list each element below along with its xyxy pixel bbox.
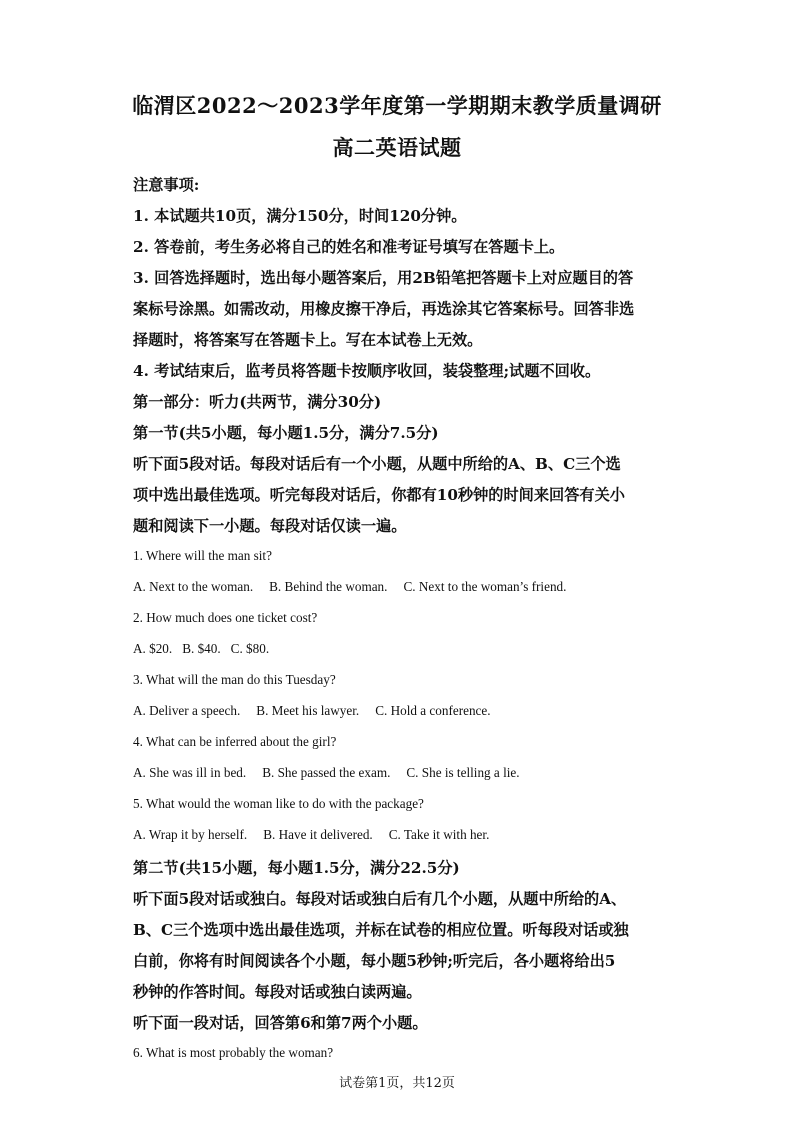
exam-subtitle: 高二英语试题	[332, 135, 462, 160]
notice-item: 3. 回答选择题时，选出每小题答案后，用2B铅笔把答题卡上对应题目的答	[133, 269, 634, 287]
option-c: C. Take it with her.	[388, 827, 490, 842]
notice-item: 案标号涂黑。如需改动，用橡皮擦干净后，再选涂其它答案标号。回答非选	[133, 300, 635, 318]
section2-instruction: 秒钟的作答时间。每段对话或独白读两遍。	[133, 983, 422, 1001]
option-a: A. Wrap it by herself.	[133, 827, 248, 842]
section1-instruction: 听下面5段对话。每段对话后有一个小题，从题中所给的A、B、C三个选	[133, 455, 621, 473]
question-3: 3. What will the man do this Tuesday?	[133, 672, 336, 687]
option-c: C. $80.	[230, 641, 270, 656]
notice-item: 2. 答卷前，考生务必将自己的姓名和准考证号填写在答题卡上。	[133, 238, 565, 256]
notice-item: 4. 考试结束后，监考员将答题卡按顺序收回，装袋整理;试题不回收。	[133, 362, 601, 380]
notice-heading: 注意事项:	[133, 176, 200, 194]
option-a: A. Next to the woman.	[133, 579, 254, 594]
option-b: B. Have it delivered.	[263, 827, 373, 842]
exam-title: 临渭区2022～2023学年度第一学期期末教学质量调研	[132, 93, 662, 118]
question-5: 5. What would the woman like to do with the package?	[133, 796, 424, 811]
option-b: B. She passed the exam.	[262, 765, 391, 780]
option-a: A. She was ill in bed.	[133, 765, 247, 780]
option-c: C. She is telling a lie.	[406, 765, 520, 780]
section1-instruction: 项中选出最佳选项。听完每段对话后，你都有10秒钟的时间来回答有关小	[133, 486, 625, 504]
options-1	[133, 579, 663, 595]
options-4	[133, 765, 663, 781]
option-c: C. Hold a conference.	[375, 703, 491, 718]
option-a: A. $20.	[133, 641, 173, 656]
options-3	[133, 703, 663, 719]
part1-heading: 第一部分：听力(共两节，满分30分)	[133, 393, 382, 411]
section2-heading: 第二节(共15小题，每小题1.5分，满分22.5分)	[133, 859, 460, 877]
notice-item: 1. 本试题共10页，满分150分，时间120分钟。	[133, 207, 467, 225]
section1-heading: 第一节(共5小题，每小题1.5分，满分7.5分)	[133, 424, 439, 442]
option-b: B. $40.	[182, 641, 221, 656]
notice-item: 择题时，将答案写在答题卡上。写在本试卷上无效。	[133, 331, 483, 349]
section2-instruction: 白前，你将有时间阅读各个小题，每小题5秒钟;听完后，各小题将给出5	[133, 952, 616, 970]
question-2: 2. How much does one ticket cost?	[133, 610, 318, 625]
options-5	[133, 827, 663, 843]
option-c: C. Next to the woman’s friend.	[403, 579, 567, 594]
section2-instruction: 听下面5段对话或独白。每段对话或独白后有几个小题，从题中所给的A、	[133, 890, 627, 908]
section1-instruction: 题和阅读下一小题。每段对话仅读一遍。	[133, 517, 407, 535]
page-footer: 试卷第1页，共12页	[339, 1076, 455, 1091]
question-6: 6. What is most probably the woman?	[133, 1045, 334, 1060]
option-a: A. Deliver a speech.	[133, 703, 241, 718]
option-b: B. Meet his lawyer.	[256, 703, 360, 718]
question-4: 4. What can be inferred about the girl?	[133, 734, 337, 749]
section2-instruction: B、C三个选项中选出最佳选项，并标在试卷的相应位置。听每段对话或独	[133, 921, 629, 939]
section2-sub-heading: 听下面一段对话，回答第6和第7两个小题。	[133, 1014, 428, 1032]
question-1: 1. Where will the man sit?	[133, 548, 272, 563]
options-2	[133, 641, 663, 657]
option-b: B. Behind the woman.	[269, 579, 388, 594]
